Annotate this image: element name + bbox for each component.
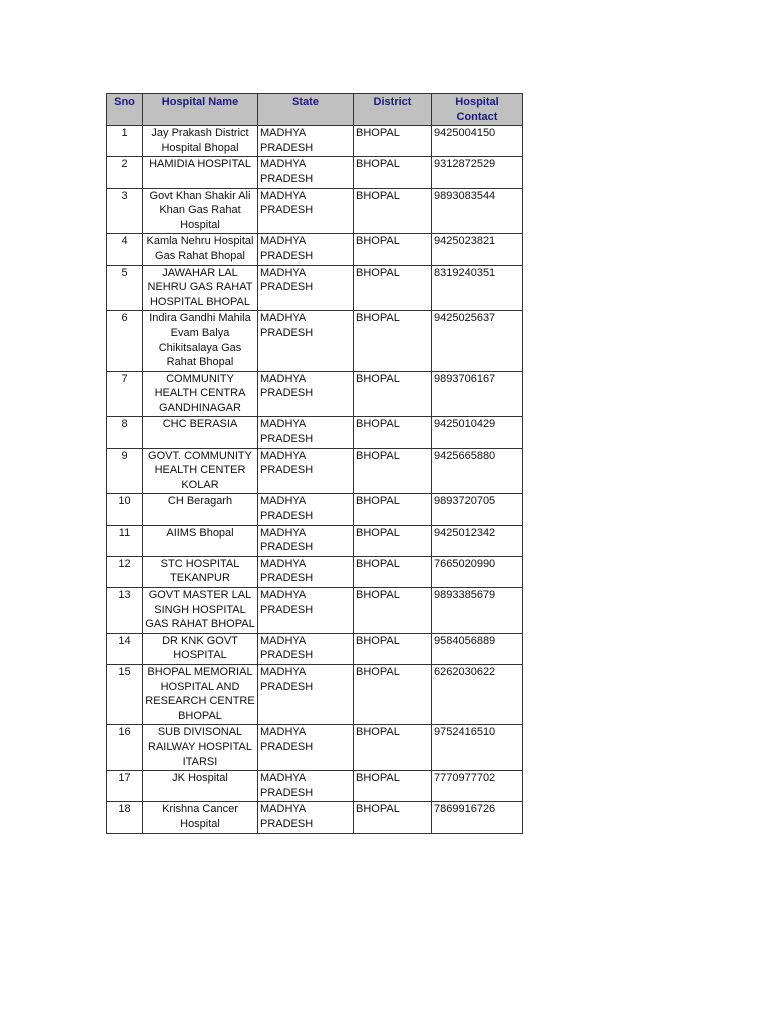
cell-district: BHOPAL: [354, 725, 432, 771]
cell-district: BHOPAL: [354, 525, 432, 556]
cell-contact: 9425012342: [432, 525, 523, 556]
cell-contact: 9425004150: [432, 126, 523, 157]
cell-hospital-name: Indira Gandhi Mahila Evam Balya Chikitsalaya Gas Rahat Bhopal: [143, 311, 258, 371]
cell-contact: 9893720705: [432, 494, 523, 525]
cell-state: MADHYA PRADESH: [258, 664, 354, 724]
table-row: [107, 234, 523, 265]
cell-hospital-name: GOVT. COMMUNITY HEALTH CENTER KOLAR: [143, 448, 258, 494]
table-row: [107, 525, 523, 556]
cell-sno: 10: [107, 494, 143, 525]
cell-state: MADHYA PRADESH: [258, 633, 354, 664]
cell-hospital-name: Kamla Nehru Hospital Gas Rahat Bhopal: [143, 234, 258, 265]
cell-sno: 8: [107, 417, 143, 448]
cell-state: MADHYA PRADESH: [258, 311, 354, 371]
cell-hospital-name: Jay Prakash District Hospital Bhopal: [143, 126, 258, 157]
cell-hospital-name: GOVT MASTER LAL SINGH HOSPITAL GAS RAHAT BHOPAL: [143, 588, 258, 634]
cell-district: BHOPAL: [354, 802, 432, 833]
table-row: [107, 311, 523, 371]
cell-hospital-name: AIIMS Bhopal: [143, 525, 258, 556]
cell-sno: 2: [107, 157, 143, 188]
cell-contact: 9425023821: [432, 234, 523, 265]
table-body: [107, 126, 523, 833]
cell-contact: 7869916726: [432, 802, 523, 833]
cell-contact: 7665020990: [432, 556, 523, 587]
cell-sno: 15: [107, 664, 143, 724]
header-state: State: [258, 94, 354, 126]
cell-sno: 18: [107, 802, 143, 833]
cell-state: MADHYA PRADESH: [258, 525, 354, 556]
cell-hospital-name: JK Hospital: [143, 771, 258, 802]
cell-district: BHOPAL: [354, 311, 432, 371]
cell-sno: 5: [107, 265, 143, 311]
cell-district: BHOPAL: [354, 265, 432, 311]
header-row: [107, 94, 523, 126]
table-row: [107, 725, 523, 771]
cell-hospital-name: STC HOSPITAL TEKANPUR: [143, 556, 258, 587]
header-hospital-name: Hospital Name: [143, 94, 258, 126]
cell-sno: 11: [107, 525, 143, 556]
cell-state: MADHYA PRADESH: [258, 371, 354, 417]
cell-hospital-name: COMMUNITY HEALTH CENTRA GANDHINAGAR: [143, 371, 258, 417]
cell-hospital-name: CH Beragarh: [143, 494, 258, 525]
cell-sno: 4: [107, 234, 143, 265]
cell-district: BHOPAL: [354, 633, 432, 664]
cell-district: BHOPAL: [354, 664, 432, 724]
table-row: [107, 802, 523, 833]
cell-district: BHOPAL: [354, 494, 432, 525]
cell-hospital-name: JAWAHAR LAL NEHRU GAS RAHAT HOSPITAL BHOPAL: [143, 265, 258, 311]
cell-state: MADHYA PRADESH: [258, 588, 354, 634]
cell-state: MADHYA PRADESH: [258, 494, 354, 525]
cell-sno: 13: [107, 588, 143, 634]
cell-district: BHOPAL: [354, 771, 432, 802]
table-row: [107, 417, 523, 448]
cell-contact: 9893083544: [432, 188, 523, 234]
cell-contact: 9752416510: [432, 725, 523, 771]
cell-state: MADHYA PRADESH: [258, 188, 354, 234]
cell-district: BHOPAL: [354, 234, 432, 265]
cell-district: BHOPAL: [354, 371, 432, 417]
cell-district: BHOPAL: [354, 188, 432, 234]
cell-contact: 9893385679: [432, 588, 523, 634]
cell-sno: 7: [107, 371, 143, 417]
cell-contact: 9425025637: [432, 311, 523, 371]
table-row: [107, 588, 523, 634]
cell-state: MADHYA PRADESH: [258, 771, 354, 802]
cell-contact: 7770977702: [432, 771, 523, 802]
cell-contact: 9425010429: [432, 417, 523, 448]
table-row: [107, 157, 523, 188]
cell-hospital-name: DR KNK GOVT HOSPITAL: [143, 633, 258, 664]
cell-district: BHOPAL: [354, 448, 432, 494]
spreadsheet-page: [106, 93, 522, 834]
table-row: [107, 188, 523, 234]
cell-contact: 9312872529: [432, 157, 523, 188]
cell-contact: 9893706167: [432, 371, 523, 417]
cell-state: MADHYA PRADESH: [258, 126, 354, 157]
cell-state: MADHYA PRADESH: [258, 802, 354, 833]
cell-contact: 9584056889: [432, 633, 523, 664]
table-row: [107, 126, 523, 157]
table-row: [107, 771, 523, 802]
cell-sno: 17: [107, 771, 143, 802]
cell-district: BHOPAL: [354, 556, 432, 587]
header-district: District: [354, 94, 432, 126]
cell-state: MADHYA PRADESH: [258, 417, 354, 448]
table-row: [107, 664, 523, 724]
cell-hospital-name: HAMIDIA HOSPITAL: [143, 157, 258, 188]
cell-district: BHOPAL: [354, 126, 432, 157]
header-sno: Sno: [107, 94, 143, 126]
table-row: [107, 265, 523, 311]
cell-hospital-name: BHOPAL MEMORIAL HOSPITAL AND RESEARCH CENTRE BHOPAL: [143, 664, 258, 724]
cell-contact: 6262030622: [432, 664, 523, 724]
table-row: [107, 494, 523, 525]
cell-state: MADHYA PRADESH: [258, 265, 354, 311]
header-hospital-contact: Hospital Contact: [432, 94, 523, 126]
cell-state: MADHYA PRADESH: [258, 157, 354, 188]
cell-state: MADHYA PRADESH: [258, 725, 354, 771]
cell-state: MADHYA PRADESH: [258, 234, 354, 265]
cell-district: BHOPAL: [354, 417, 432, 448]
table-row: [107, 556, 523, 587]
cell-hospital-name: Krishna Cancer Hospital: [143, 802, 258, 833]
cell-sno: 1: [107, 126, 143, 157]
cell-hospital-name: CHC BERASIA: [143, 417, 258, 448]
table-row: [107, 633, 523, 664]
cell-contact: 8319240351: [432, 265, 523, 311]
cell-hospital-name: SUB DIVISONAL RAILWAY HOSPITAL ITARSI: [143, 725, 258, 771]
cell-district: BHOPAL: [354, 157, 432, 188]
cell-state: MADHYA PRADESH: [258, 556, 354, 587]
cell-sno: 9: [107, 448, 143, 494]
cell-sno: 16: [107, 725, 143, 771]
cell-hospital-name: Govt Khan Shakir Ali Khan Gas Rahat Hospital: [143, 188, 258, 234]
hospital-table: [106, 93, 523, 834]
cell-sno: 14: [107, 633, 143, 664]
cell-sno: 12: [107, 556, 143, 587]
cell-sno: 6: [107, 311, 143, 371]
cell-contact: 9425665880: [432, 448, 523, 494]
table-row: [107, 448, 523, 494]
cell-sno: 3: [107, 188, 143, 234]
table-row: [107, 371, 523, 417]
cell-district: BHOPAL: [354, 588, 432, 634]
cell-state: MADHYA PRADESH: [258, 448, 354, 494]
